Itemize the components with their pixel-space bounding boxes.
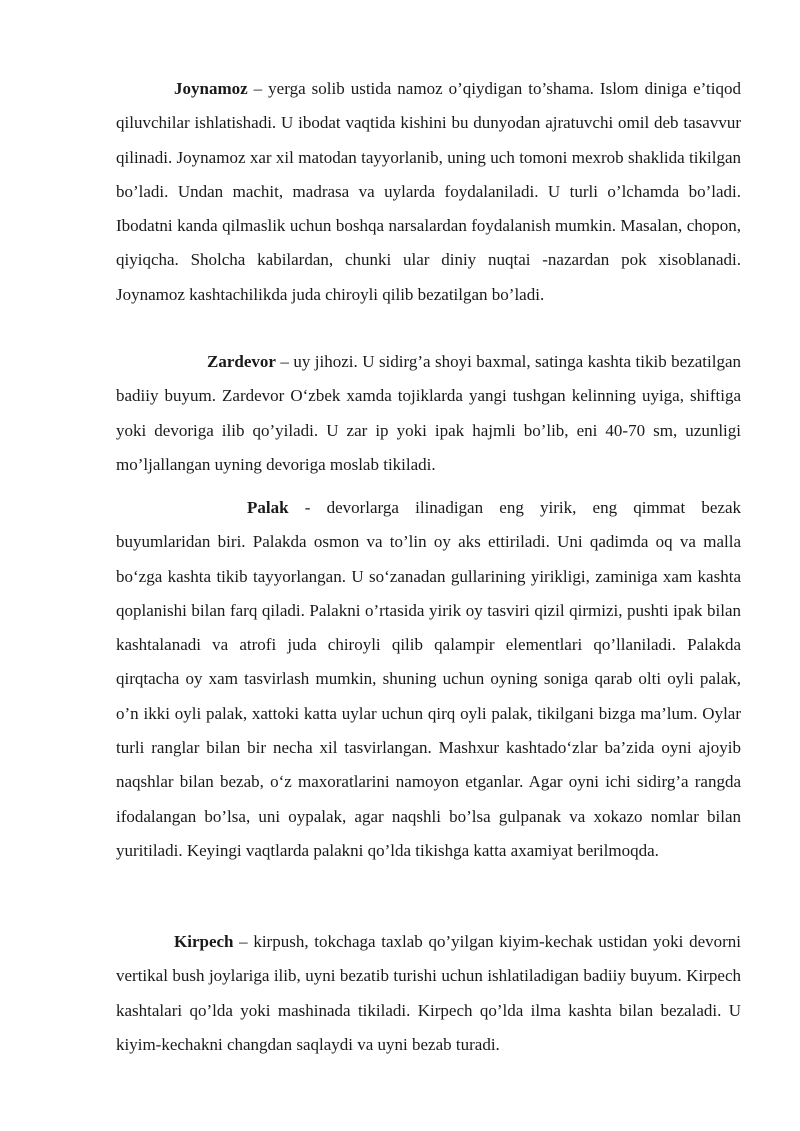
- paragraph-text: – uy jihozi. U sidirg’a shoyi baxmal, satinga kashta tikib bezatilgan badiiy buyum. Zardevor O‘zbek xamda tojiklarda yangi tushgan kelinning uyiga, shiftiga yoki devoriga ilib qo’yiladi. U zar ip yoki ipak hajmli bo’lib, eni 40-70 sm, uzunligi mo’ljallangan uyning devoriga moslab tikiladi.: [116, 352, 741, 474]
- term-palak: Palak: [247, 498, 289, 517]
- paragraph-zardevor: [116, 345, 741, 482]
- paragraph-text: - devorlarga ilinadigan eng yirik, eng qimmat bezak buyumlaridan biri. Palakda osmon va to’lin oy aks ettiriladi. Uni qadimda oq va malla bo‘zga kashta tikib tayyorlangan. U so‘zanadan gullarining yirikligi, zaminiga xam kashta qoplanishi bilan farq qiladi. Palakni o’rtasida yirik oy tasviri qizil qirmizi, pushti ipak bilan kashtalanadi va atrofi juda chiroyli qilib qalampir elementlari qo’llaniladi. Palakda qirqtacha oy xam tasvirlash mumkin, shuning uchun oyning soniga qarab olti oyli palak, o’n ikki oyli palak, xattoki katta uylar uchun qirq oyli palak, tikilgani bizga ma’lum. Oylar turli ranglar bilan bir necha xil tasvirlangan. Mashxur kashtado‘zlar ba’zida oyni ajoyib naqshlar bilan bezab, o‘z maxoratlarini namoyon etganlar. Agar oyni ichi sidirg’a rangda ifodalangan bo’lsa, uni oypalak, agar naqshli bo’lsa gulpanak va xokazo nomlar bilan yuritiladi. Keyingi vaqtlarda palakni qo’lda tikishga katta axamiyat berilmoqda.: [116, 498, 741, 860]
- term-kirpech: Kirpech: [174, 932, 234, 951]
- paragraph-text: – kirpush, tokchaga taxlab qo’yilgan kiyim-kechak ustidan yoki devorni vertikal bush joylariga ilib, uyni bezatib turishi uchun ishlatiladigan badiiy buyum. Kirpech kashtalari qo’lda yoki mashinada tikiladi. Kirpech qo’lda ilma kashta bilan bezaladi. U kiyim-kechakni changdan saqlaydi va uyni bezab turadi.: [116, 932, 741, 1054]
- paragraph-kirpech: [116, 925, 741, 1062]
- paragraph-text: – yerga solib ustida namoz o’qiydigan to’shama. Islom diniga e’tiqod qiluvchilar ishlatishadi. U ibodat vaqtida kishini bu dunyodan ajratuvchi omil deb tasavvur qilinadi. Joynamoz xar xil matodan tayyorlanib, uning uch tomoni mexrob shaklida tikilgan bo’ladi. Undan machit, madrasa va uylarda foydalaniladi. U turli o’lchamda bo’ladi. Ibodatni kanda qilmaslik uchun boshqa narsalardan foydalanish mumkin. Masalan, chopon, qiyiqcha. Sholcha kabilardan, chunki ular diniy nuqtai -nazardan pok xisoblanadi. Joynamoz kashtachilikda juda chiroyli qilib bezatilgan bo’ladi.: [116, 79, 741, 304]
- term-zardevor: Zardevor: [207, 352, 276, 371]
- paragraph-joynamoz: [116, 72, 741, 312]
- term-joynamoz: Joynamoz: [174, 79, 248, 98]
- paragraph-palak: [116, 491, 741, 868]
